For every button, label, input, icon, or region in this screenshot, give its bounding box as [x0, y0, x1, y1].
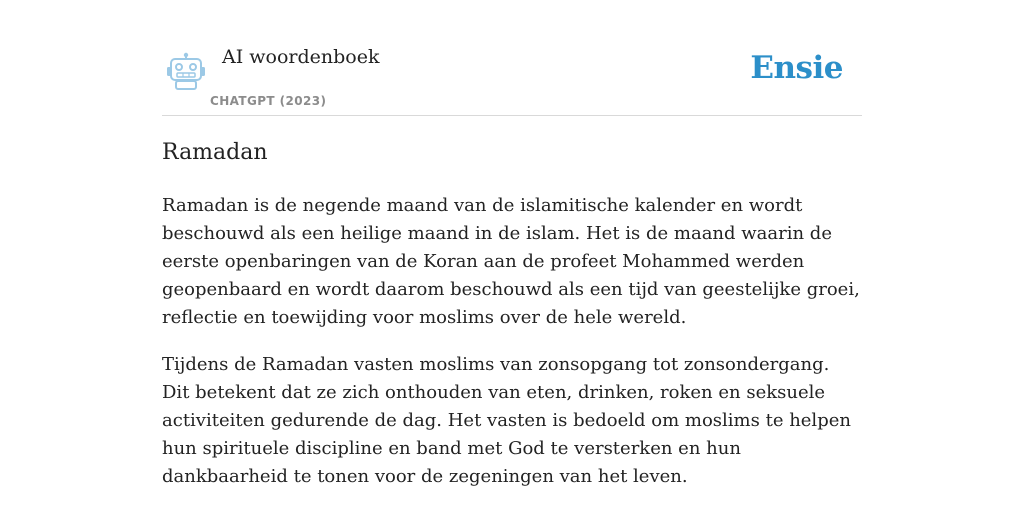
source-label: CHATGPT (2023)	[210, 94, 327, 108]
robot-icon	[166, 52, 206, 90]
entry-paragraph: Tijdens de Ramadan vasten moslims van zonsopgang tot zonsondergang. Dit betekent dat ze zich onthouden van eten, drinken, roken en seksuele activiteiten gedurende de dag. Het vasten is bedoeld om moslims te helpen hun spirituele discipline en band met God te versterken en hun dankbaarheid te tonen voor de zegeningen van het leven.	[162, 354, 851, 487]
entry-title: Ramadan	[162, 140, 268, 165]
header	[162, 0, 862, 116]
page-container	[162, 0, 862, 487]
brand-logo[interactable]: Ensie	[750, 50, 843, 86]
dictionary-title[interactable]: AI woordenboek	[222, 46, 380, 68]
entry-body	[162, 192, 862, 510]
entry-paragraph: Ramadan is de negende maand van de islamitische kalender en wordt beschouwd als een heilige maand in de islam. Het is de maand waarin de eerste openbaringen van de Koran aan de profeet Mohammed werden geopenbaard en wordt daarom beschouwd als een tijd van geestelijke groei, reflectie en toewijding voor moslims over de hele wereld.	[162, 195, 860, 328]
